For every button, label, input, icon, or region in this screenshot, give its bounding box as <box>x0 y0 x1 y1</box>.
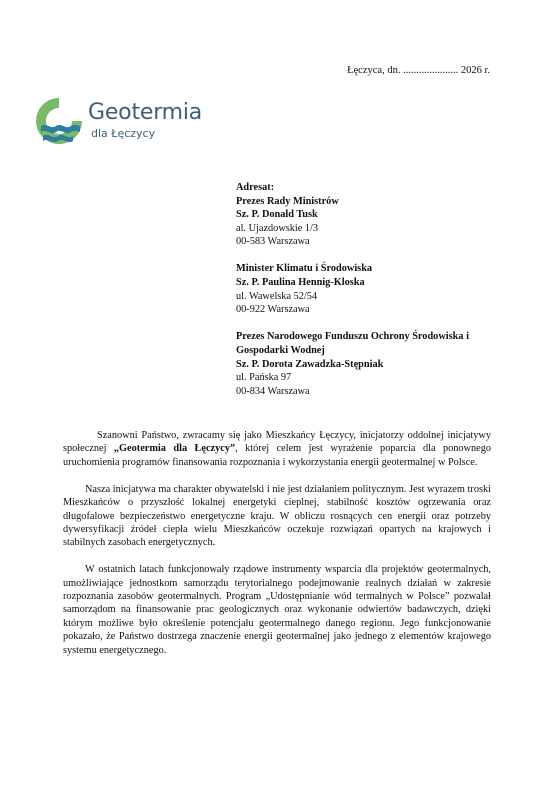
recipient-street: al. Ujazdowskie 1/3 <box>236 222 319 234</box>
recipient-title: Prezes Rady Ministrów <box>236 195 339 207</box>
logo-name: Geotermia <box>88 100 203 125</box>
paragraph-text: Szanowni Państwo, zwracamy się jako Mieszkańcy Łęczycy, inicjatorzy oddolnej inicjatywy społecznej <box>63 430 491 455</box>
recipient-city: 00-922 Warszawa <box>236 304 310 316</box>
recipient-city: 00-583 Warszawa <box>236 236 310 248</box>
recipient-address <box>236 181 496 412</box>
recipient-name: Sz. P. Donald Tusk <box>236 209 318 221</box>
logo-subtitle: dla Łęczycy <box>91 127 156 140</box>
recipient-title: Prezes Narodowego Funduszu Ochrony Środowiska i Gospodarki Wodnej <box>236 331 469 356</box>
paragraph: Nasza inicjatywa ma charakter obywatelski i nie jest działaniem politycznym. Jest wyrazem troski Mieszkańców o przyszłość lokalnej energetyki cieplnej, stabilność kosztów ogrzewania oraz długofalowe bezpieczeństwo energetyczne kraju. W obliczu rosnących cen energii oraz potrzeby dywersyfikacji źródeł ciepła wielu Mieszkańców oczekuje rozwiązań opartych na krajowych i stabilnych zasobach energetycznych. <box>63 483 491 549</box>
recipient-name: Sz. P. Dorota Zawadzka-Stępniak <box>236 358 384 370</box>
recipient-name: Sz. P. Paulina Hennig-Kloska <box>236 277 365 289</box>
recipient-street: ul. Pańska 97 <box>236 372 292 384</box>
recipient-title: Minister Klimatu i Środowiska <box>236 263 373 275</box>
recipient-block <box>236 262 496 316</box>
recipient-city: 00-834 Warszawa <box>236 385 310 397</box>
date-line: Łęczyca, dn. ..................... 2026 r. <box>347 65 490 76</box>
paragraph: W ostatnich latach funkcjonowały rządowe instrumenty wsparcia dla projektów geotermalnych, umożliwiające jednostkom samorządu terytorialnego podejmowanie realnych działań w zakresie rozpoznania zasobów geotermalnych. Program „Udostępnianie wód termalnych w Polsce” pozwalał samorządom na finansowanie prac geologicznych oraz wykonanie odwiertów badawczych, dzięki którym możliwe było określenie potencjału geotermalnego danego regionu. Jego funkcjonowanie pokazało, że Państwo dostrzega znaczenie energii geotermalnej jako jednego z elementów krajowego systemu energetycznego. <box>63 564 491 656</box>
letter-body <box>63 429 491 671</box>
address-label: Adresat: <box>236 182 275 193</box>
initiative-name: „Geotermia dla Łęczycy” <box>113 443 236 455</box>
recipient-block <box>236 330 496 398</box>
geothermal-wave-icon <box>34 96 84 146</box>
recipient-street: ul. Wawelska 52/54 <box>236 290 318 302</box>
paragraph-text: , której celem jest wyrażenie poparcia dla ponownego uruchomienia programów finansowania rozpoznania i wykorzystania energii geotermalnej w Polsce. <box>63 443 491 468</box>
paragraph <box>63 429 491 469</box>
geotermia-logo <box>34 94 214 149</box>
recipient-block <box>236 195 496 249</box>
